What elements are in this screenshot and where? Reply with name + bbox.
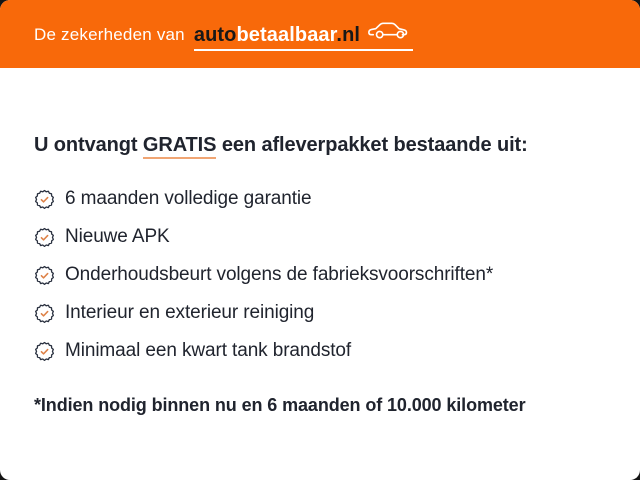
logo-part-betaalbaar: betaalbaar: [236, 23, 337, 46]
header-bar: [0, 0, 640, 68]
benefit-label: 6 maanden volledige garantie: [65, 188, 312, 209]
seal-check-icon: [34, 227, 55, 248]
heading-pre: U ontvangt: [34, 134, 143, 156]
footnote-text: *Indien nodig binnen nu en 6 maanden of 10.000 kilometer: [34, 395, 526, 415]
main-content: [0, 131, 640, 416]
heading-gratis-highlight: GRATIS: [143, 134, 216, 159]
seal-check-icon: [34, 303, 55, 324]
benefit-list: [34, 188, 606, 362]
logo-part-auto: auto: [193, 23, 237, 46]
header-prefix-text: De zekerheden van: [34, 25, 185, 44]
seal-check-icon: [34, 341, 55, 362]
car-outline-icon: [367, 18, 413, 45]
list-item: [34, 264, 606, 286]
list-item: [34, 188, 606, 210]
autobetaalbaar-logo[interactable]: [194, 18, 413, 51]
list-item: [34, 302, 606, 324]
seal-check-icon: [34, 189, 55, 210]
page-title: [34, 131, 606, 159]
list-item: [34, 226, 606, 248]
benefit-label: Nieuwe APK: [65, 226, 170, 247]
heading-post: een afleverpakket bestaande uit:: [216, 134, 528, 156]
benefit-label: Interieur en exterieur reiniging: [65, 302, 315, 323]
logo-wordmark: [194, 25, 360, 45]
seal-check-icon: [34, 265, 55, 286]
logo-part-nl: .nl: [336, 23, 361, 46]
benefit-label: Minimaal een kwart tank brandstof: [65, 340, 352, 361]
list-item: [34, 340, 606, 362]
benefit-label: Onderhoudsbeurt volgens de fabrieksvoorschriften*: [65, 264, 494, 285]
